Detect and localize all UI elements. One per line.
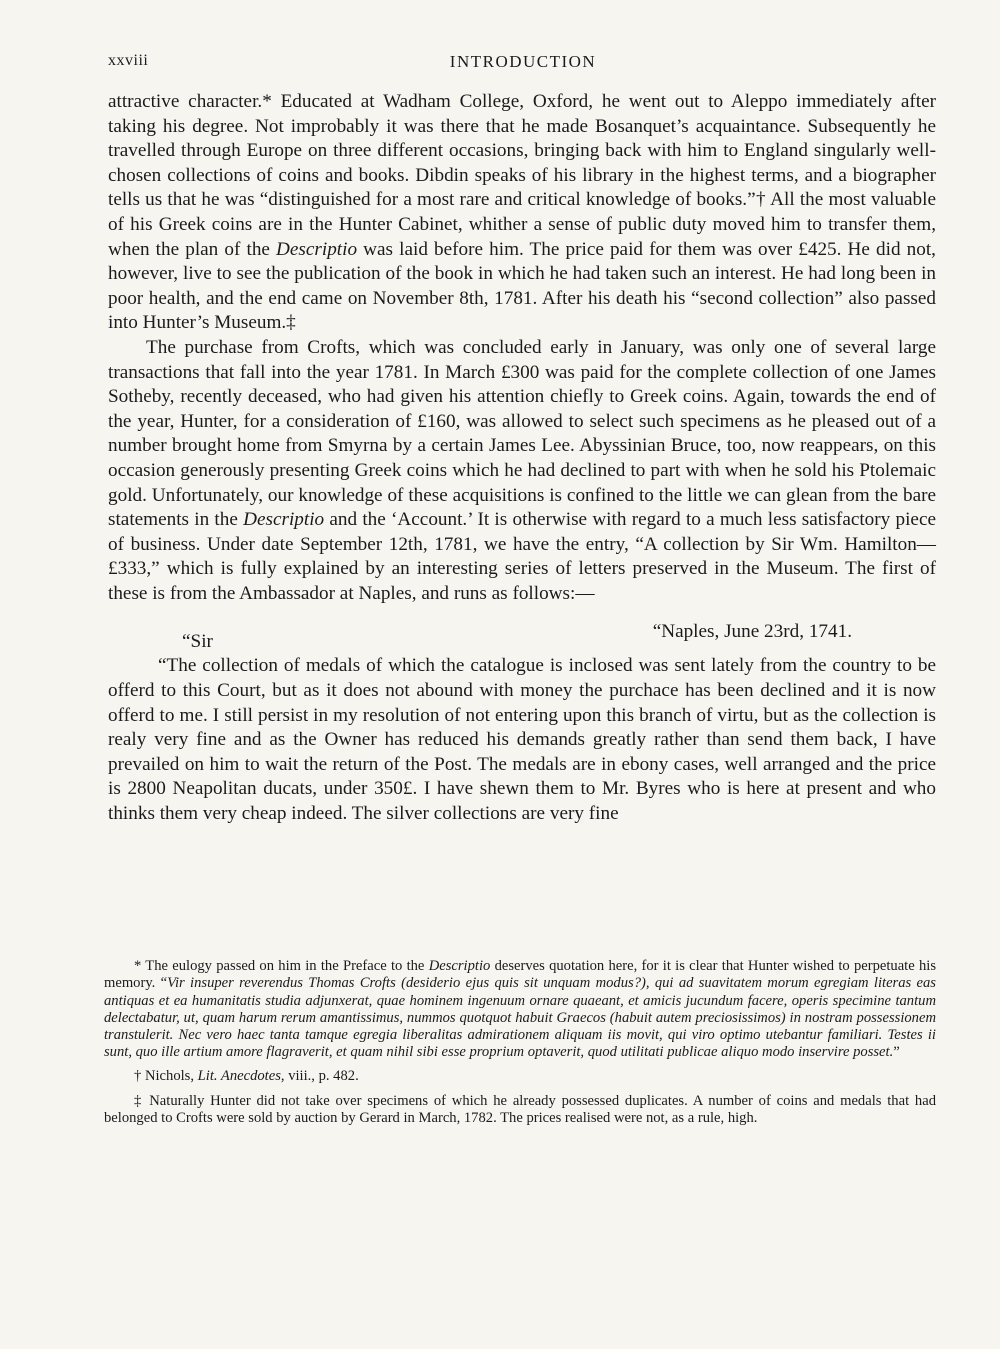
- footnote-text: , viii., p. 482.: [280, 1067, 359, 1084]
- letter-date: “Naples, June 23rd, 1741.: [652, 621, 852, 643]
- italic-title: Lit. Anecdotes: [197, 1067, 281, 1084]
- paragraph-purchases: [108, 336, 936, 607]
- footnote-text: † Nichols,: [134, 1067, 198, 1084]
- paragraph-text: was laid before him. The price paid for them was over £425. He did not, however, live to see the publication of the book in which he had taken such an interest. He had long been in poor health, and the end came on November 8th, 1781. After his death his “second collection” also passed into Hunter’s Museum.‡: [108, 238, 936, 334]
- paragraph-text: and the ‘Account.’ It is otherwise with regard to a much less satisfactory piece of business. Under date September 12th, 1781, we have the entry, “A collection by Sir Wm. Hamilton—£333,” which is fully explained by an interesting series of letters preserved in the Museum. The first of these is from the Ambassador at Naples, and runs as follows:—: [108, 509, 936, 604]
- italic-title: Descriptio: [428, 958, 491, 974]
- running-head: [108, 52, 938, 76]
- letter-salutation: “Sir: [182, 631, 213, 653]
- main-text: [108, 90, 936, 827]
- latin-quotation: Vir insuper reverendus Thomas Crofts (desiderio ejus quis sit unquam modus?), qui ad suavitatem morum egregiam literas eas antiquas et ea humanitatis studia adjunxerat, quae hominem ingenuum ornare quaeant, et amicis jucundum facere, operis specimine tantum delectabatur, ut, quam harum rerum amantissimus, nummos quotquot habuit Graecos (habuit autem preciosissimos) in nostram possessionem transtulerit. Nec vero haec tanta tamque egregia liberalitas admirationem aliquam iis movit, qui viro optimo utebantur familiari. Testes ii sunt, quo ille artium amore flagraverit, et quam nihil sibi esse proprium optaverit, quod utilitati publicae aliquo modo inservire posset.: [104, 975, 936, 1061]
- letter-header: [108, 620, 936, 654]
- footnote-text: deserves quotation here, for it is clear that Hunter wished to perpetuate his memory. “: [104, 958, 937, 992]
- footnote-3: ‡ Naturally Hunter did not take over specimens of which he already possessed duplicates. A number of coins and medals that had belonged to Crofts were sold by auction by Gerard in March, 1782. The prices realised were not, as a rule, high.: [104, 1093, 936, 1127]
- italic-title: Descriptio: [276, 238, 358, 260]
- page-number: xxviii: [108, 52, 149, 69]
- footnotes: [104, 958, 936, 1134]
- footnote-2: [104, 1068, 936, 1085]
- letter-body: “The collection of medals of which the catalogue is inclosed was sent lately from the country to be offerd to this Court, but as it does not abound with money the purchace has been declined and it is now offerd to me. I still persist in my resolution of not entering upon this branch of virtu, but as the collection is realy very fine and as the Owner has reduced his demands greatly rather than send them back, I have prevailed on him to wait the return of the Post. The medals are in ebony cases, well arranged and the price is 2800 Neapolitan ducats, under 350£. I have shewn them to Mr. Byres who is here at present and who thinks them very cheap indeed. The silver collections are very fine: [108, 655, 936, 825]
- footnote-text: * The eulogy passed on him in the Preface to the: [134, 958, 429, 974]
- paragraph-text: The purchase from Crofts, which was concluded early in January, was only one of several large transactions that fall into the year 1781. In March £300 was paid for the complete collection of one James Sotheby, recently deceased, who had given his attention chiefly to Greek coins. Again, towards the end of the year, Hunter, for a consideration of £160, was allowed to select such specimens as he pleased out of a number brought home from Smyrna by a certain James Lee. Abyssinian Bruce, too, now reappears, on this occasion generously presenting Greek coins which he had declined to part with when he sold his Ptolemaic gold. Unfortunately, our knowledge of these acquisitions is confined to the little we can glean from the bare statements in the: [108, 336, 936, 531]
- italic-title: Descriptio: [243, 509, 325, 531]
- footnote-1: [104, 958, 936, 1062]
- running-title: INTRODUCTION: [449, 52, 597, 71]
- paragraph-text: attractive character.* Educated at Wadham College, Oxford, he went out to Aleppo immediately after taking his degree. Not improbably it was there that he made Bosanquet’s acquaintance. Subsequently he travelled through Europe on three different occasions, bringing back with him to England singularly well-chosen collections of coins and books. Dibdin speaks of his library in the highest terms, and a biographer tells us that he was “distinguished for a most rare and critical knowledge of books.”† All the most valuable of his Greek coins are in the Hunter Cabinet, whither a sense of public duty moved him to transfer them, when the plan of the: [108, 91, 936, 260]
- footnote-text: ”: [893, 1044, 900, 1061]
- paragraph-crofts: [108, 90, 936, 336]
